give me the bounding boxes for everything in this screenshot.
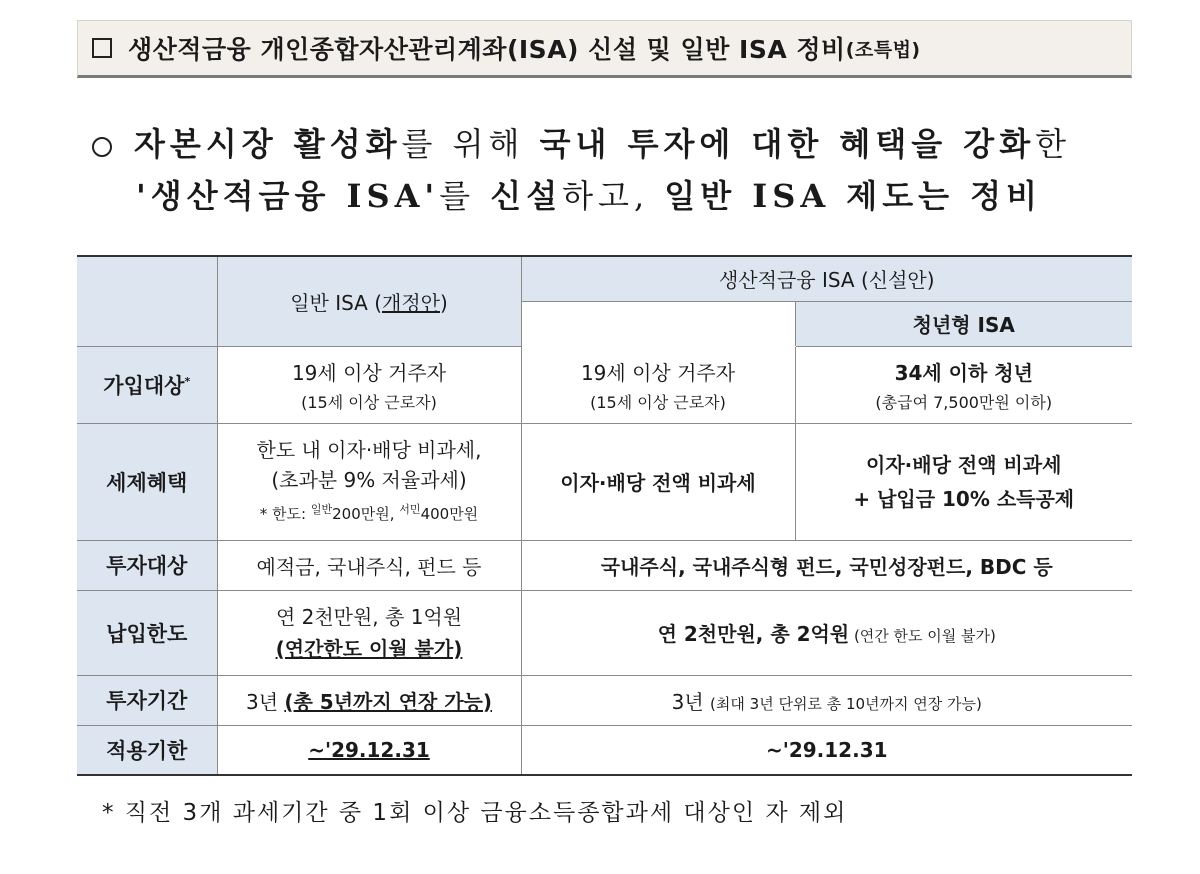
checkbox-square-icon <box>92 38 112 58</box>
section-title <box>77 20 1132 78</box>
section-title-suffix: (조특법) <box>845 38 921 61</box>
cell-period-productive: 3년 (최대 3년 단위로 총 10년까지 연장 가능) <box>521 675 1132 725</box>
cell-join-general: 19세 이상 거주자 (15세 이상 근로자) <box>217 346 521 423</box>
bullet-line2 <box>92 170 1132 222</box>
cell-limit-productive: 연 2천만원, 총 2억원 (연간 한도 이월 불가) <box>521 590 1132 675</box>
cell-invest-productive: 국내주식, 국내주식형 펀드, 국민성장펀드, BDC 등 <box>521 540 1132 590</box>
header-general-isa: 일반 ISA (개정안) <box>217 256 521 346</box>
bullet-l1-a: 자본시장 활성화 <box>134 125 402 163</box>
cell-expire-productive: ~'29.12.31 <box>521 725 1132 775</box>
cell-join-productive: 19세 이상 거주자 (15세 이상 근로자) <box>521 346 795 423</box>
header-corner <box>77 256 217 346</box>
section-title-text: 생산적금융 개인종합자산관리계좌(ISA) 신설 및 일반 ISA 정비 <box>128 35 846 64</box>
cell-invest-general: 예적금, 국내주식, 펀드 등 <box>217 540 521 590</box>
summary-bullet <box>92 118 1132 222</box>
cell-expire-general: ~'29.12.31 <box>217 725 521 775</box>
row-label-expire: 적용기한 <box>77 725 217 775</box>
bullet-l2-a: '생산적금융 ISA' <box>136 177 440 215</box>
cell-limit-general: 연 2천만원, 총 1억원 (연간한도 이월 불가) <box>217 590 521 675</box>
cell-tax-general: 한도 내 이자·배당 비과세, (초과분 9% 저율과세) * 한도: $^{일반}$200만원, $^{서민}$400만원 <box>217 423 521 540</box>
cell-tax-youth: 이자·배당 전액 비과세 + 납입금 10% 소득공제 <box>795 423 1132 540</box>
cell-period-general: 3년 (총 5년까지 연장 가능) <box>217 675 521 725</box>
comparison-table <box>77 255 1132 776</box>
bullet-l1-c: 국내 투자에 대한 혜택을 강화 <box>539 125 1036 163</box>
row-label-limit: 납입한도 <box>77 590 217 675</box>
bullet-l2-c: 신설 <box>490 177 563 215</box>
bullet-l1-b: 를 위해 <box>401 125 540 163</box>
row-label-tax: 세제혜택 <box>77 423 217 540</box>
row-label-join: 가입대상* <box>77 346 217 423</box>
bullet-l2-e: 일반 ISA 제도는 정비 <box>664 177 1043 215</box>
row-label-period: 투자기간 <box>77 675 217 725</box>
bullet-l2-b: 를 <box>439 177 491 215</box>
header-productive-isa: 생산적금융 ISA (신설안) <box>521 256 1132 301</box>
bullet-circle-icon <box>92 137 112 157</box>
header-blank <box>521 301 795 346</box>
bullet-l2-d: 하고, <box>562 177 665 215</box>
header-youth-isa: 청년형 ISA <box>795 301 1132 346</box>
cell-join-youth: 34세 이하 청년 (총급여 7,500만원 이하) <box>795 346 1132 423</box>
row-label-invest: 투자대상 <box>77 540 217 590</box>
footnote: * 직전 3개 과세기간 중 1회 이상 금융소득종합과세 대상인 자 제외 <box>102 800 848 826</box>
cell-tax-productive: 이자·배당 전액 비과세 <box>521 423 795 540</box>
bullet-l1-d: 한 <box>1035 125 1072 163</box>
